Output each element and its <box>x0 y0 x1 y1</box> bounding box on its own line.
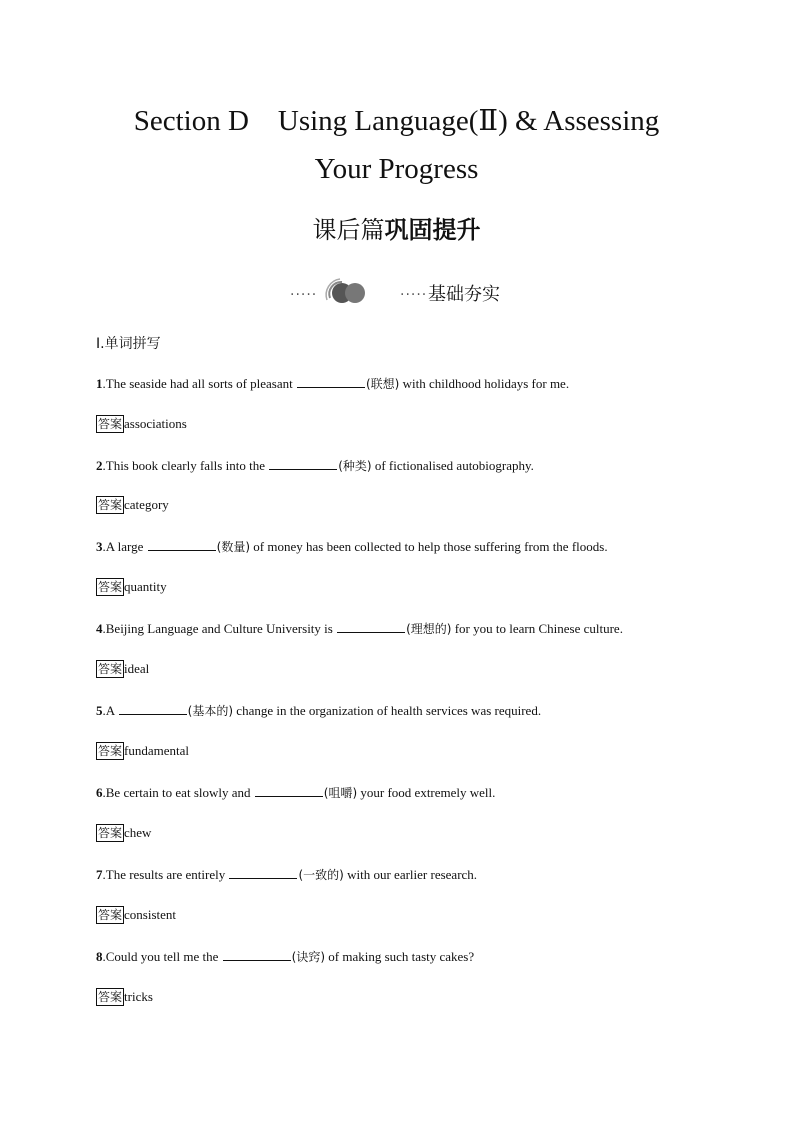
answer-blank <box>148 536 216 551</box>
question-text-after: for you to learn Chinese culture. <box>451 621 623 636</box>
question-text-after: of money has been collected to help those suffering from the floods. <box>250 539 608 554</box>
question-text-after: change in the organization of health services was required. <box>233 703 542 718</box>
question-hint: (联想) <box>366 377 400 391</box>
answer-tag: 答案 <box>98 744 123 758</box>
question-hint: (一致的) <box>298 868 344 882</box>
subtitle <box>0 210 793 250</box>
answer-text: fundamental <box>124 743 189 758</box>
question-8 <box>96 946 474 967</box>
question-text-after: with childhood holidays for me. <box>399 376 570 391</box>
answer-blank <box>119 700 187 715</box>
question-text-before: .Beijing Language and Culture University is <box>102 621 337 636</box>
title-line-2: Your Progress <box>314 153 479 185</box>
answer-blank <box>255 782 323 797</box>
double-circle-icon <box>322 276 370 306</box>
section-banner <box>0 272 793 312</box>
subtitle-normal: 课后篇 <box>312 216 385 244</box>
answer-blank <box>269 455 337 470</box>
answer-text: ideal <box>124 661 150 676</box>
answer-text: category <box>124 497 169 512</box>
banner-label: 基础夯实 <box>428 284 500 305</box>
answer-3 <box>96 577 167 597</box>
answer-7 <box>96 905 176 925</box>
question-text-before: .Be certain to eat slowly and <box>102 785 254 800</box>
answer-tag: 答案 <box>98 417 123 431</box>
answer-text: associations <box>124 416 187 431</box>
banner-dots-left: ····· <box>290 287 318 303</box>
question-2 <box>96 455 534 476</box>
question-hint: (基本的) <box>187 704 234 718</box>
question-hint: (数量) <box>216 540 251 554</box>
question-hint: (理想的) <box>406 622 452 636</box>
answer-1 <box>96 414 187 434</box>
question-text-after: of fictionalised autobiography. <box>371 458 534 473</box>
answer-4 <box>96 659 149 679</box>
answer-blank <box>229 864 297 879</box>
answer-tag: 答案 <box>98 580 123 594</box>
question-text-after: your food extremely well. <box>357 785 496 800</box>
answer-blank <box>223 946 291 961</box>
answer-tag: 答案 <box>98 990 123 1004</box>
subtitle-bold: 巩固提升 <box>384 216 481 244</box>
question-number: 3 <box>96 539 103 554</box>
question-number: 7 <box>96 867 103 882</box>
question-text-after: of making such tasty cakes? <box>325 949 475 964</box>
question-text-before: .This book clearly falls into the <box>102 458 269 473</box>
question-4 <box>96 618 623 639</box>
question-text-before: .Could you tell me the <box>102 949 222 964</box>
question-number: 6 <box>96 785 103 800</box>
question-text-after: with our earlier research. <box>343 867 478 882</box>
question-hint: (诀窍) <box>291 950 326 964</box>
answer-text: chew <box>124 825 152 840</box>
question-text-before: .A large <box>102 539 147 554</box>
answer-8 <box>96 987 153 1007</box>
section-heading: Ⅰ.单词拼写 <box>96 336 161 352</box>
answer-blank <box>297 373 365 388</box>
answer-2 <box>96 495 169 515</box>
question-6 <box>96 782 495 803</box>
answer-tag: 答案 <box>98 908 123 922</box>
question-number: 2 <box>96 458 103 473</box>
question-hint: (咀嚼) <box>323 786 358 800</box>
question-1 <box>96 373 569 394</box>
question-number: 8 <box>96 949 103 964</box>
question-number: 4 <box>96 621 103 636</box>
answer-blank <box>337 618 405 633</box>
answer-5 <box>96 741 189 761</box>
answer-text: consistent <box>124 907 177 922</box>
answer-text: quantity <box>124 579 167 594</box>
question-text-before: .The results are entirely <box>102 867 229 882</box>
question-hint: (种类) <box>338 459 372 473</box>
question-3 <box>96 536 608 557</box>
question-number: 1 <box>96 376 103 391</box>
question-5 <box>96 700 541 721</box>
question-text-before: .The seaside had all sorts of pleasant <box>102 376 296 391</box>
answer-text: tricks <box>124 989 153 1004</box>
question-text-before: .A <box>102 703 118 718</box>
banner-dots-right: ····· <box>400 287 428 303</box>
answer-6 <box>96 823 151 843</box>
answer-tag: 答案 <box>98 826 123 840</box>
answer-tag: 答案 <box>98 662 123 676</box>
answer-tag: 答案 <box>98 498 123 512</box>
title-line-1: Section D Using Language(Ⅱ) & Assessing <box>133 105 660 137</box>
question-7 <box>96 864 477 885</box>
question-number: 5 <box>96 703 103 718</box>
